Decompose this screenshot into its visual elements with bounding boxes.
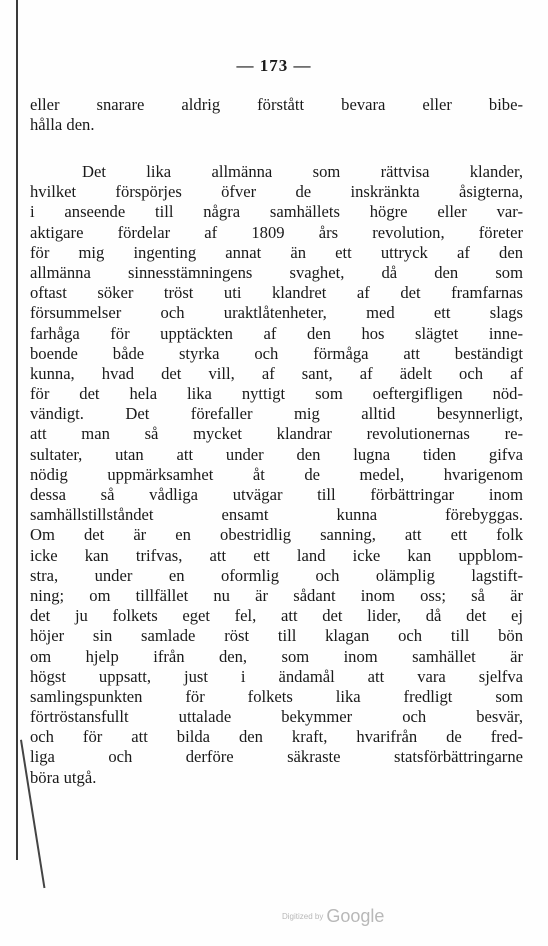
text-line: liga och derföre säkraste statsförbättringarne [30, 747, 523, 767]
text-line: vändigt. Det förefaller mig alltid besynnerligt, [30, 404, 523, 424]
text-line: hålla den. [30, 115, 95, 135]
google-logo: Google [326, 906, 385, 926]
text-line: att man så mycket klandrar revolutionernas re- [30, 424, 523, 444]
text-line: aktigare fördelar af 1809 års revolution, företer [30, 222, 523, 242]
text-line: om hjelp ifrån den, som inom samhället är [30, 646, 523, 666]
text-line: icke kan trifvas, att ett land icke kan uppblom- [30, 545, 523, 565]
text-line: Det lika allmänna som rättvisa klander, [82, 162, 523, 181]
text-line: farhåga för upptäckten af den hos slägtet inne- [30, 323, 523, 343]
watermark-prefix: Digitized by [282, 912, 324, 921]
text-line: Om det är en obestridlig sanning, att ett folk [30, 525, 523, 545]
text-line: för det hela lika nyttigt som oeftergifligen nöd- [30, 384, 523, 404]
text-line: och för att bilda den kraft, hvarifrån de fred- [30, 727, 523, 747]
page-gutter-line [16, 0, 18, 860]
text-line: samhällstillståndet ensamt kunna förebyggas. [30, 505, 523, 525]
paragraph-main [30, 162, 523, 788]
text-line: det ju folkets eget fel, att det lider, då det ej [30, 606, 523, 626]
text-line: oftast söker tröst uti klandret af det framfarnas [30, 283, 523, 303]
text-line: för mig ingenting annat än ett uttryck af den [30, 242, 523, 262]
text-line: hvilket förspörjes öfver de inskränkta åsigterna, [30, 182, 523, 202]
text-line: eller snarare aldrig förstått bevara eller bibe- [30, 95, 523, 114]
text-line: försummelser och uraktlåtenheter, med ett slags [30, 303, 523, 323]
page-number: — 173 — [236, 56, 312, 75]
text-line: boende både styrka och förmåga att beständigt [30, 343, 523, 363]
text-line: kunna, hvad det vill, af sant, af ädelt och af [30, 363, 523, 383]
digitized-watermark [282, 906, 384, 927]
paragraph-continuation [30, 95, 523, 135]
text-line: stra, under en oformlig och olämplig lagstift- [30, 565, 523, 585]
text-line: ning; om tillfället nu är sådant inom oss; så är [30, 585, 523, 605]
text-line: höjer sin samlade röst till klagan och till bön [30, 626, 523, 646]
text-line: samlingspunkten för folkets lika fredligt som [30, 686, 523, 706]
text-line: förtröstansfullt uttalade bekymmer och besvär, [30, 707, 523, 727]
text-line: högst uppsatt, just i ändamål att vara sjelfva [30, 666, 523, 686]
text-line: i anseende till några samhällets högre eller var- [30, 202, 523, 222]
text-line: dessa så vådliga utvägar till förbättringar inom [30, 485, 523, 504]
text-line: allmänna sinnesstämningens svaghet, då den som [30, 262, 523, 282]
text-line: böra utgå. [30, 767, 97, 787]
text-line: nödig uppmärksamhet åt de medel, hvarigenom [30, 464, 523, 484]
text-line: sultater, utan att under den lugna tiden gifva [30, 444, 523, 464]
